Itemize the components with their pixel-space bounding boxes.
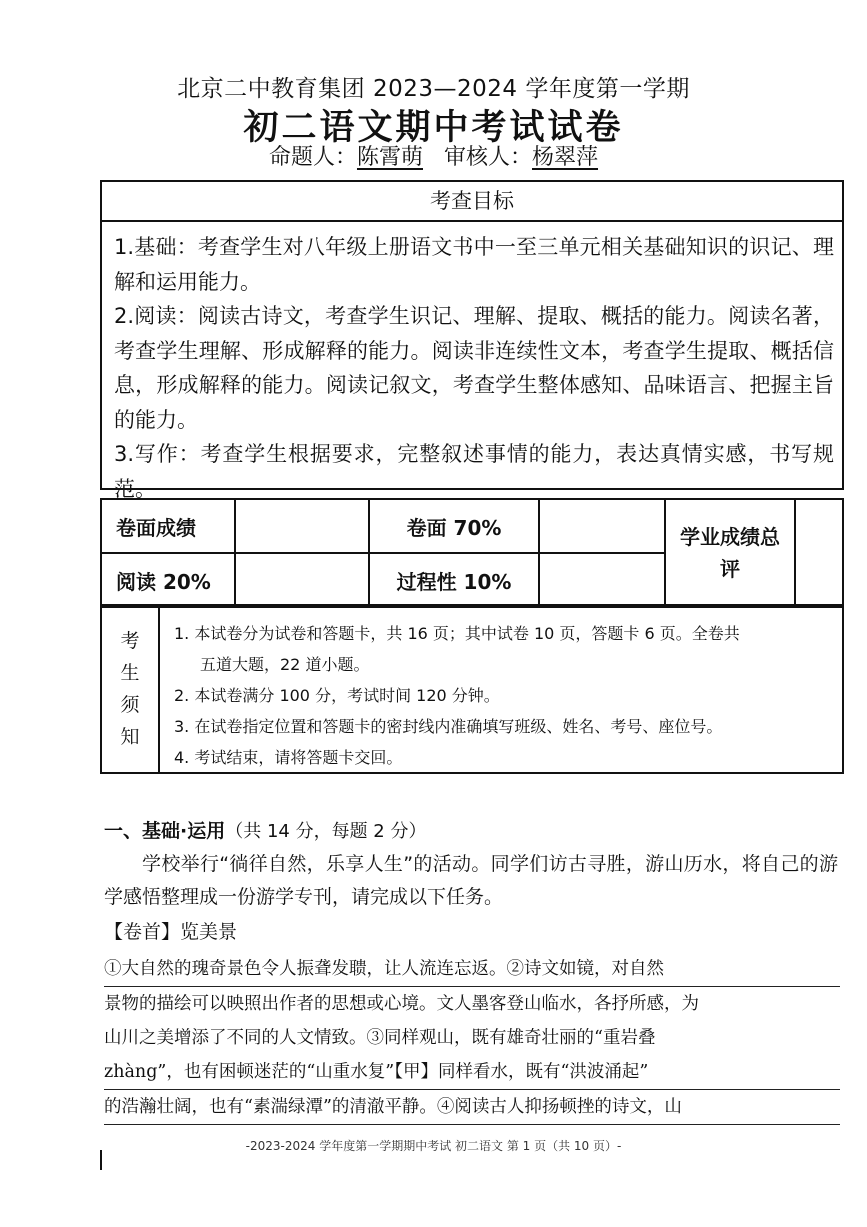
score-cell-process bbox=[539, 553, 665, 607]
goal-item-basic: 1.基础：考查学生对八年级上册语文书中一至三单元相关基础知识的识记、理解和运用能力。 bbox=[114, 235, 834, 294]
total-evaluation-label: 学业成绩总评 bbox=[665, 499, 795, 607]
author-name: 陈霄萌 bbox=[356, 145, 423, 170]
notice-label-char: 须 bbox=[120, 694, 140, 716]
author-line bbox=[0, 140, 867, 171]
reviewer-label: 审核人： bbox=[443, 145, 532, 170]
passage-line: 的浩瀚壮阔，也有“素湍绿潭”的清澈平静。④阅读古人抑扬顿挫的诗文，山 bbox=[104, 1090, 840, 1125]
section-intro: 学校举行“徜徉自然，乐享人生”的活动。同学们访古寻胜，游山历水，将自己的游学感悟整理成一份游学专刊，请完成以下任务。 bbox=[104, 853, 838, 908]
goals-list bbox=[102, 222, 842, 506]
exam-title: 初二语文期中考试试卷 bbox=[243, 108, 624, 148]
goals-box bbox=[100, 180, 844, 501]
score-cell-paper bbox=[235, 499, 369, 553]
handwritten-passage bbox=[104, 952, 840, 1125]
passage-line: ①大自然的瑰奇景色令人振聋发聩，让人流连忘返。②诗文如镜，对自然 bbox=[104, 952, 840, 987]
reviewer-name: 杨翠萍 bbox=[532, 145, 599, 170]
goal-item-reading: 2.阅读：阅读古诗文，考查学生识记、理解、提取、概括的能力。阅读名著，考查学生理解、形成解释的能力。阅读非连续性文本，考查学生提取、概括信息，形成解释的能力。阅读记叙文，考查学生整体感知、品味语言、把握主旨的能力。 bbox=[114, 304, 834, 432]
author-label: 命题人： bbox=[268, 145, 357, 170]
score-cell-paper-70 bbox=[539, 499, 665, 553]
total-evaluation-cell bbox=[795, 499, 843, 607]
notice-item: 4. 考试结束，请将答题卡交回。 bbox=[174, 748, 403, 767]
notice-item: 1. 本试卷分为试卷和答题卡，共 16 页；其中试卷 10 页，答题卡 6 页。全卷共 bbox=[174, 624, 740, 643]
goal-item-writing: 3.写作：考查学生根据要求，完整叙述事情的能力，表达真情实感，书写规范。 bbox=[114, 442, 834, 501]
notice-item: 3. 在试卷指定位置和答题卡的密封线内准确填写班级、姓名、考号、座位号。 bbox=[174, 717, 723, 736]
section-subheading: 【卷首】览美景 bbox=[104, 921, 238, 943]
page-footer: -2023-2024 学年度第一学期期中考试 初二语文 第 1 页（共 10 页）- bbox=[245, 1139, 622, 1153]
notice-label bbox=[102, 606, 160, 772]
score-label-process: 过程性 10% bbox=[369, 553, 539, 607]
score-cell-reading bbox=[235, 553, 369, 607]
score-label-paper: 卷面成绩 bbox=[101, 499, 235, 553]
score-table bbox=[100, 498, 844, 608]
score-label-reading: 阅读 20% bbox=[101, 553, 235, 607]
exam-notice-box bbox=[100, 604, 844, 774]
goals-title: 考查目标 bbox=[102, 182, 842, 222]
section-title: 一、基础·运用 bbox=[104, 820, 226, 842]
passage-line: 山川之美增添了不同的人文情致。③同样观山，既有雄奇壮丽的“重岩叠 bbox=[104, 1028, 656, 1048]
passage-line: 景物的描绘可以映照出作者的思想或心境。文人墨客登山临水，各抒所感，为 bbox=[104, 994, 699, 1014]
school-term-heading: 北京二中教育集团 2023—2024 学年度第一学期 bbox=[177, 76, 690, 102]
section-score-note: （共 14 分，每题 2 分） bbox=[225, 821, 427, 842]
notice-item: 五道大题，22 道小题。 bbox=[200, 655, 370, 674]
notice-list bbox=[160, 606, 842, 772]
notice-label-char: 知 bbox=[120, 726, 140, 748]
score-label-paper-70: 卷面 70% bbox=[369, 499, 539, 553]
notice-label-char: 考 bbox=[120, 630, 140, 652]
notice-label-char: 生 bbox=[120, 662, 140, 684]
section-heading bbox=[104, 816, 426, 843]
notice-item: 2. 本试卷满分 100 分，考试时间 120 分钟。 bbox=[174, 686, 500, 705]
passage-line: zhàng”，也有困顿迷茫的“山重水复”【甲】同样看水，既有“洪波涌起” bbox=[104, 1055, 840, 1090]
